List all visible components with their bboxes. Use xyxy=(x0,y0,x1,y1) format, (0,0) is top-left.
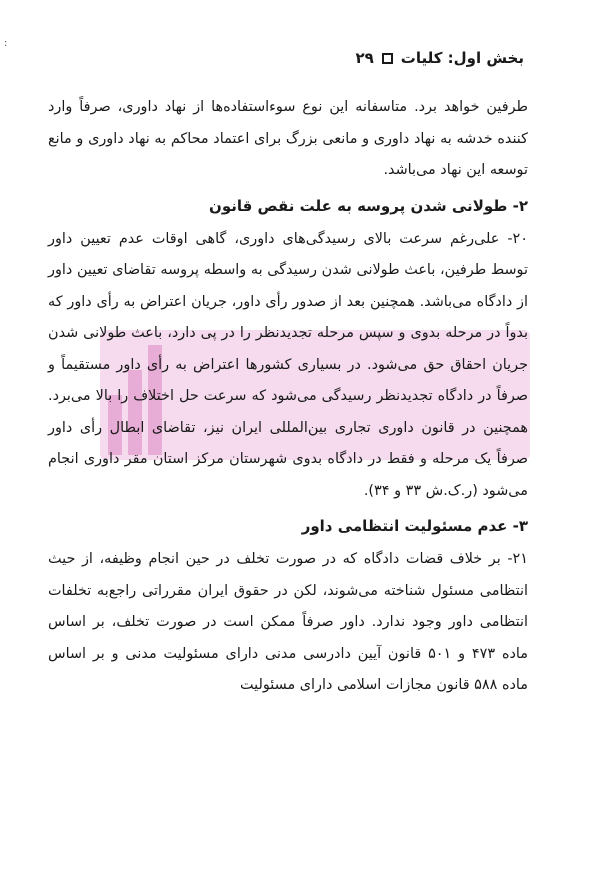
square-icon xyxy=(382,53,393,64)
running-header xyxy=(300,44,524,72)
section-heading-3: ۳- عدم مسئولیت انتظامی داور xyxy=(301,517,528,535)
section-heading-2: ۲- طولانی شدن پروسه به علت نقص قانون xyxy=(209,196,528,215)
paragraph-2: ۲۰- علی‌رغم سرعت بالای رسیدگی‌های داوری، گاهی اوقات عدم تعیین داور توسط طرفین، باعث طولانی شدن رسیدگی به واسطه پروسه تقاضای تعیین داور از دادگاه می‌باشد. همچنین بعد از صدور رأی داور، جریان اعتراض به رأی داور که بدواً در مرحله بدوی و سپس مرحله تجدیدنظر را در پی دارد، باعث طولانی شدن جریان احقاق حق می‌شود. در بسیاری کشورها اعتراض به رأی داور مستقیماً و صرفاً در دادگاه تجدیدنظر رسیدگی می‌شود که سرعت حل اختلاف را بالا می‌برد. همچنین در قانون داوری تجاری بین‌المللی ایران نیز، تقاضای ابطال رأی داور صرفاً یک مرحله و فقط در دادگاه بدوی شهرستان مرکز استان مقر داوری انجام می‌شود (ر.ک.ش ۳۳ و ۳۴). xyxy=(48,230,528,499)
body-text xyxy=(48,92,528,702)
header-title: بخش اول: کلیات xyxy=(400,49,524,67)
paragraph-3: ۲۱- بر خلاف قضات دادگاه که در صورت تخلف در حین انجام وظیفه، از حیث انتظامی مسئول شناخته می‌شوند، لکن در حقوق ایران مقرراتی راجع‌به تخلفات انتظامی داور وجود ندارد. داور صرفاً ممکن است در صورت تخلف، بر اساس ماده ۴۷۳ و ۵۰۱ قانون آیین دادرسی مدنی دارای مسئولیت مدنی و بر اساس ماده ۵۸۸ قانون مجازات اسلامی دارای مسئولیت xyxy=(48,551,528,693)
paragraph-1: طرفین خواهد برد. متاسفانه این نوع سوءاستفاده‌ها از نهاد داوری، صرفاً وارد کننده خدشه به نهاد داوری و مانعی بزرگ برای اعتماد محاکم به نهاد داوری و مانع توسعه این نهاد می‌باشد. xyxy=(48,99,528,178)
margin-mark: : xyxy=(4,38,8,49)
page-number: ۲۹ xyxy=(355,49,374,67)
